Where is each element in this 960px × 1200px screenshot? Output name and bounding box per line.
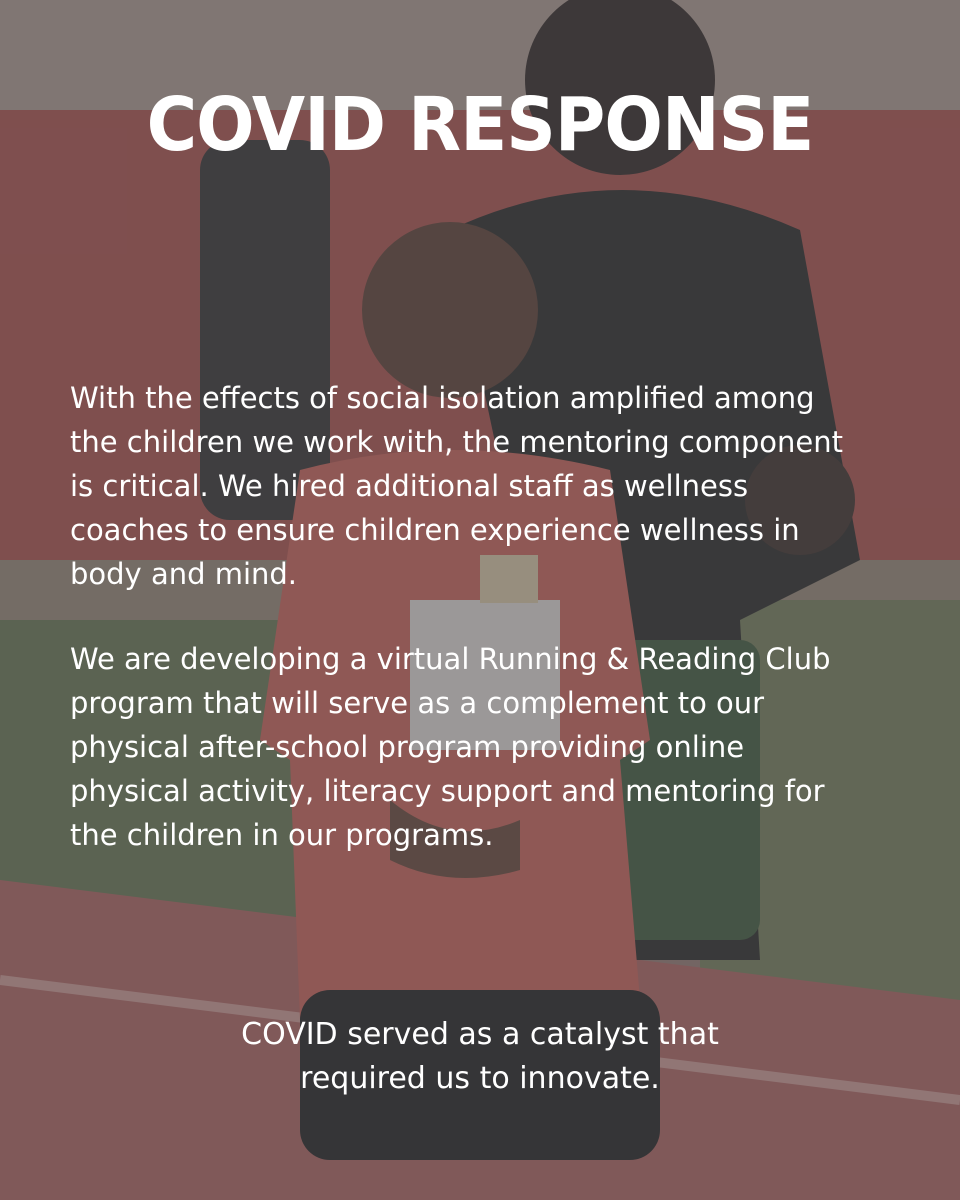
paragraph-mentoring: With the effects of social isolation amplified among the children we work with, the mentoring component is critical. We hired additional staff as wellness coaches to ensure children experience wellness in body and mind. bbox=[70, 381, 843, 591]
page-title: COVID RESPONSE bbox=[146, 82, 814, 168]
paragraph-virtual-club: We are developing a virtual Running & Reading Club program that will serve as a complement to our physical after-school program providing online physical activity, literacy support and mentoring for the children in our programs. bbox=[70, 642, 831, 852]
closing-statement: COVID served as a catalyst that required us to innovate. bbox=[241, 1017, 719, 1096]
